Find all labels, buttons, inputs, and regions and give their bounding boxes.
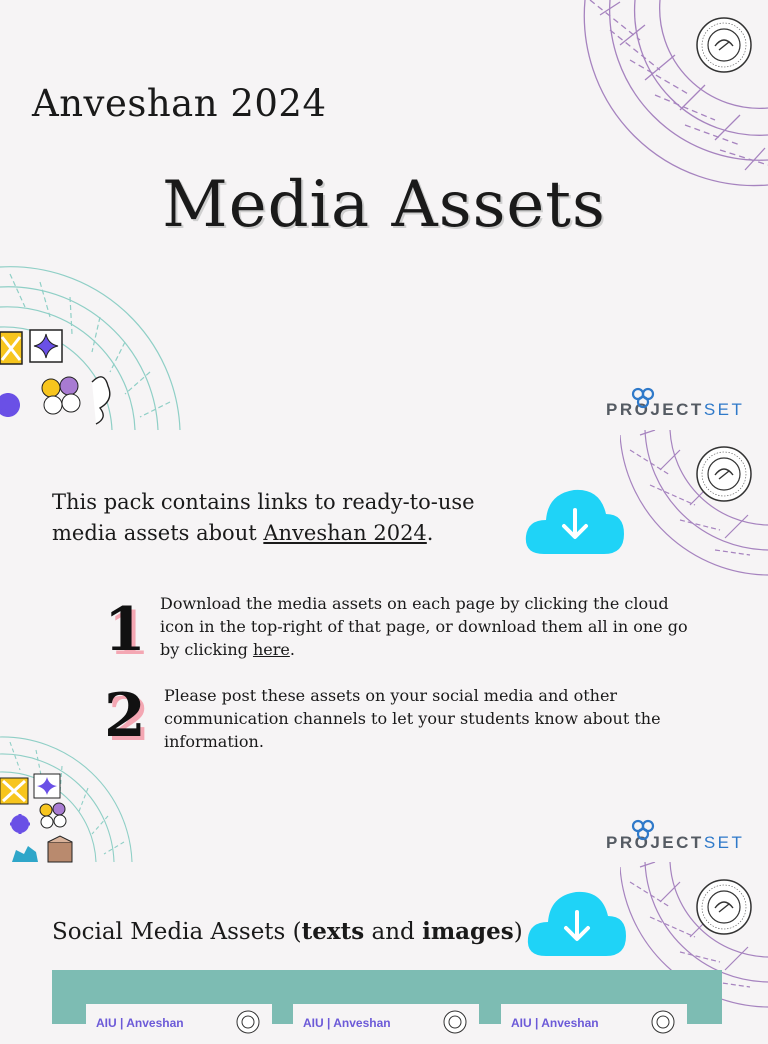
- aiu-seal-icon: [695, 878, 753, 936]
- aiu-seal-icon: [695, 445, 753, 503]
- aiu-seal-icon: [695, 16, 753, 74]
- aiu-seal-icon: [236, 1010, 260, 1034]
- mandala-decoration: [0, 732, 134, 864]
- asset-thumbnail[interactable]: AIU | Anveshan: [293, 1004, 479, 1044]
- download-cloud-icon: [522, 480, 628, 560]
- projectset-rings-icon: [630, 386, 658, 410]
- step-number: 2: [104, 681, 146, 751]
- aiu-seal-icon: [651, 1010, 675, 1034]
- step-text: Download the media assets on each page by clicking the cloud icon in the top-right of that page, or download them all in one go by clicking here.: [160, 594, 688, 659]
- page-title: Media Assets: [162, 168, 606, 242]
- asset-thumbnail[interactable]: AIU | Anveshan: [86, 1004, 272, 1044]
- download-cloud-icon: [524, 882, 630, 962]
- aiu-seal-icon: [443, 1010, 467, 1034]
- download-section-button[interactable]: [524, 882, 630, 962]
- projectset-rings-icon: [630, 818, 658, 842]
- event-title: Anveshan 2024: [32, 82, 327, 125]
- download-all-link[interactable]: here: [252, 640, 290, 659]
- download-all-button[interactable]: [522, 480, 628, 560]
- mandala-decoration: [0, 262, 182, 432]
- intro-text: This pack contains links to ready-to-use media assets about Anveshan 2024.: [52, 490, 475, 545]
- step-number: 1: [104, 595, 146, 665]
- step-text: Please post these assets on your social media and other communication channels to let your students know about the information.: [164, 686, 661, 751]
- asset-preview-panel: [52, 970, 722, 1030]
- projectset-logo: PROJECTSET: [606, 833, 745, 852]
- section-heading: Social Media Assets (texts and images): [52, 918, 523, 945]
- asset-thumbnail[interactable]: AIU | Anveshan: [501, 1004, 687, 1044]
- anveshan-link[interactable]: Anveshan 2024: [263, 521, 427, 545]
- projectset-logo: PROJECTSET: [606, 400, 745, 419]
